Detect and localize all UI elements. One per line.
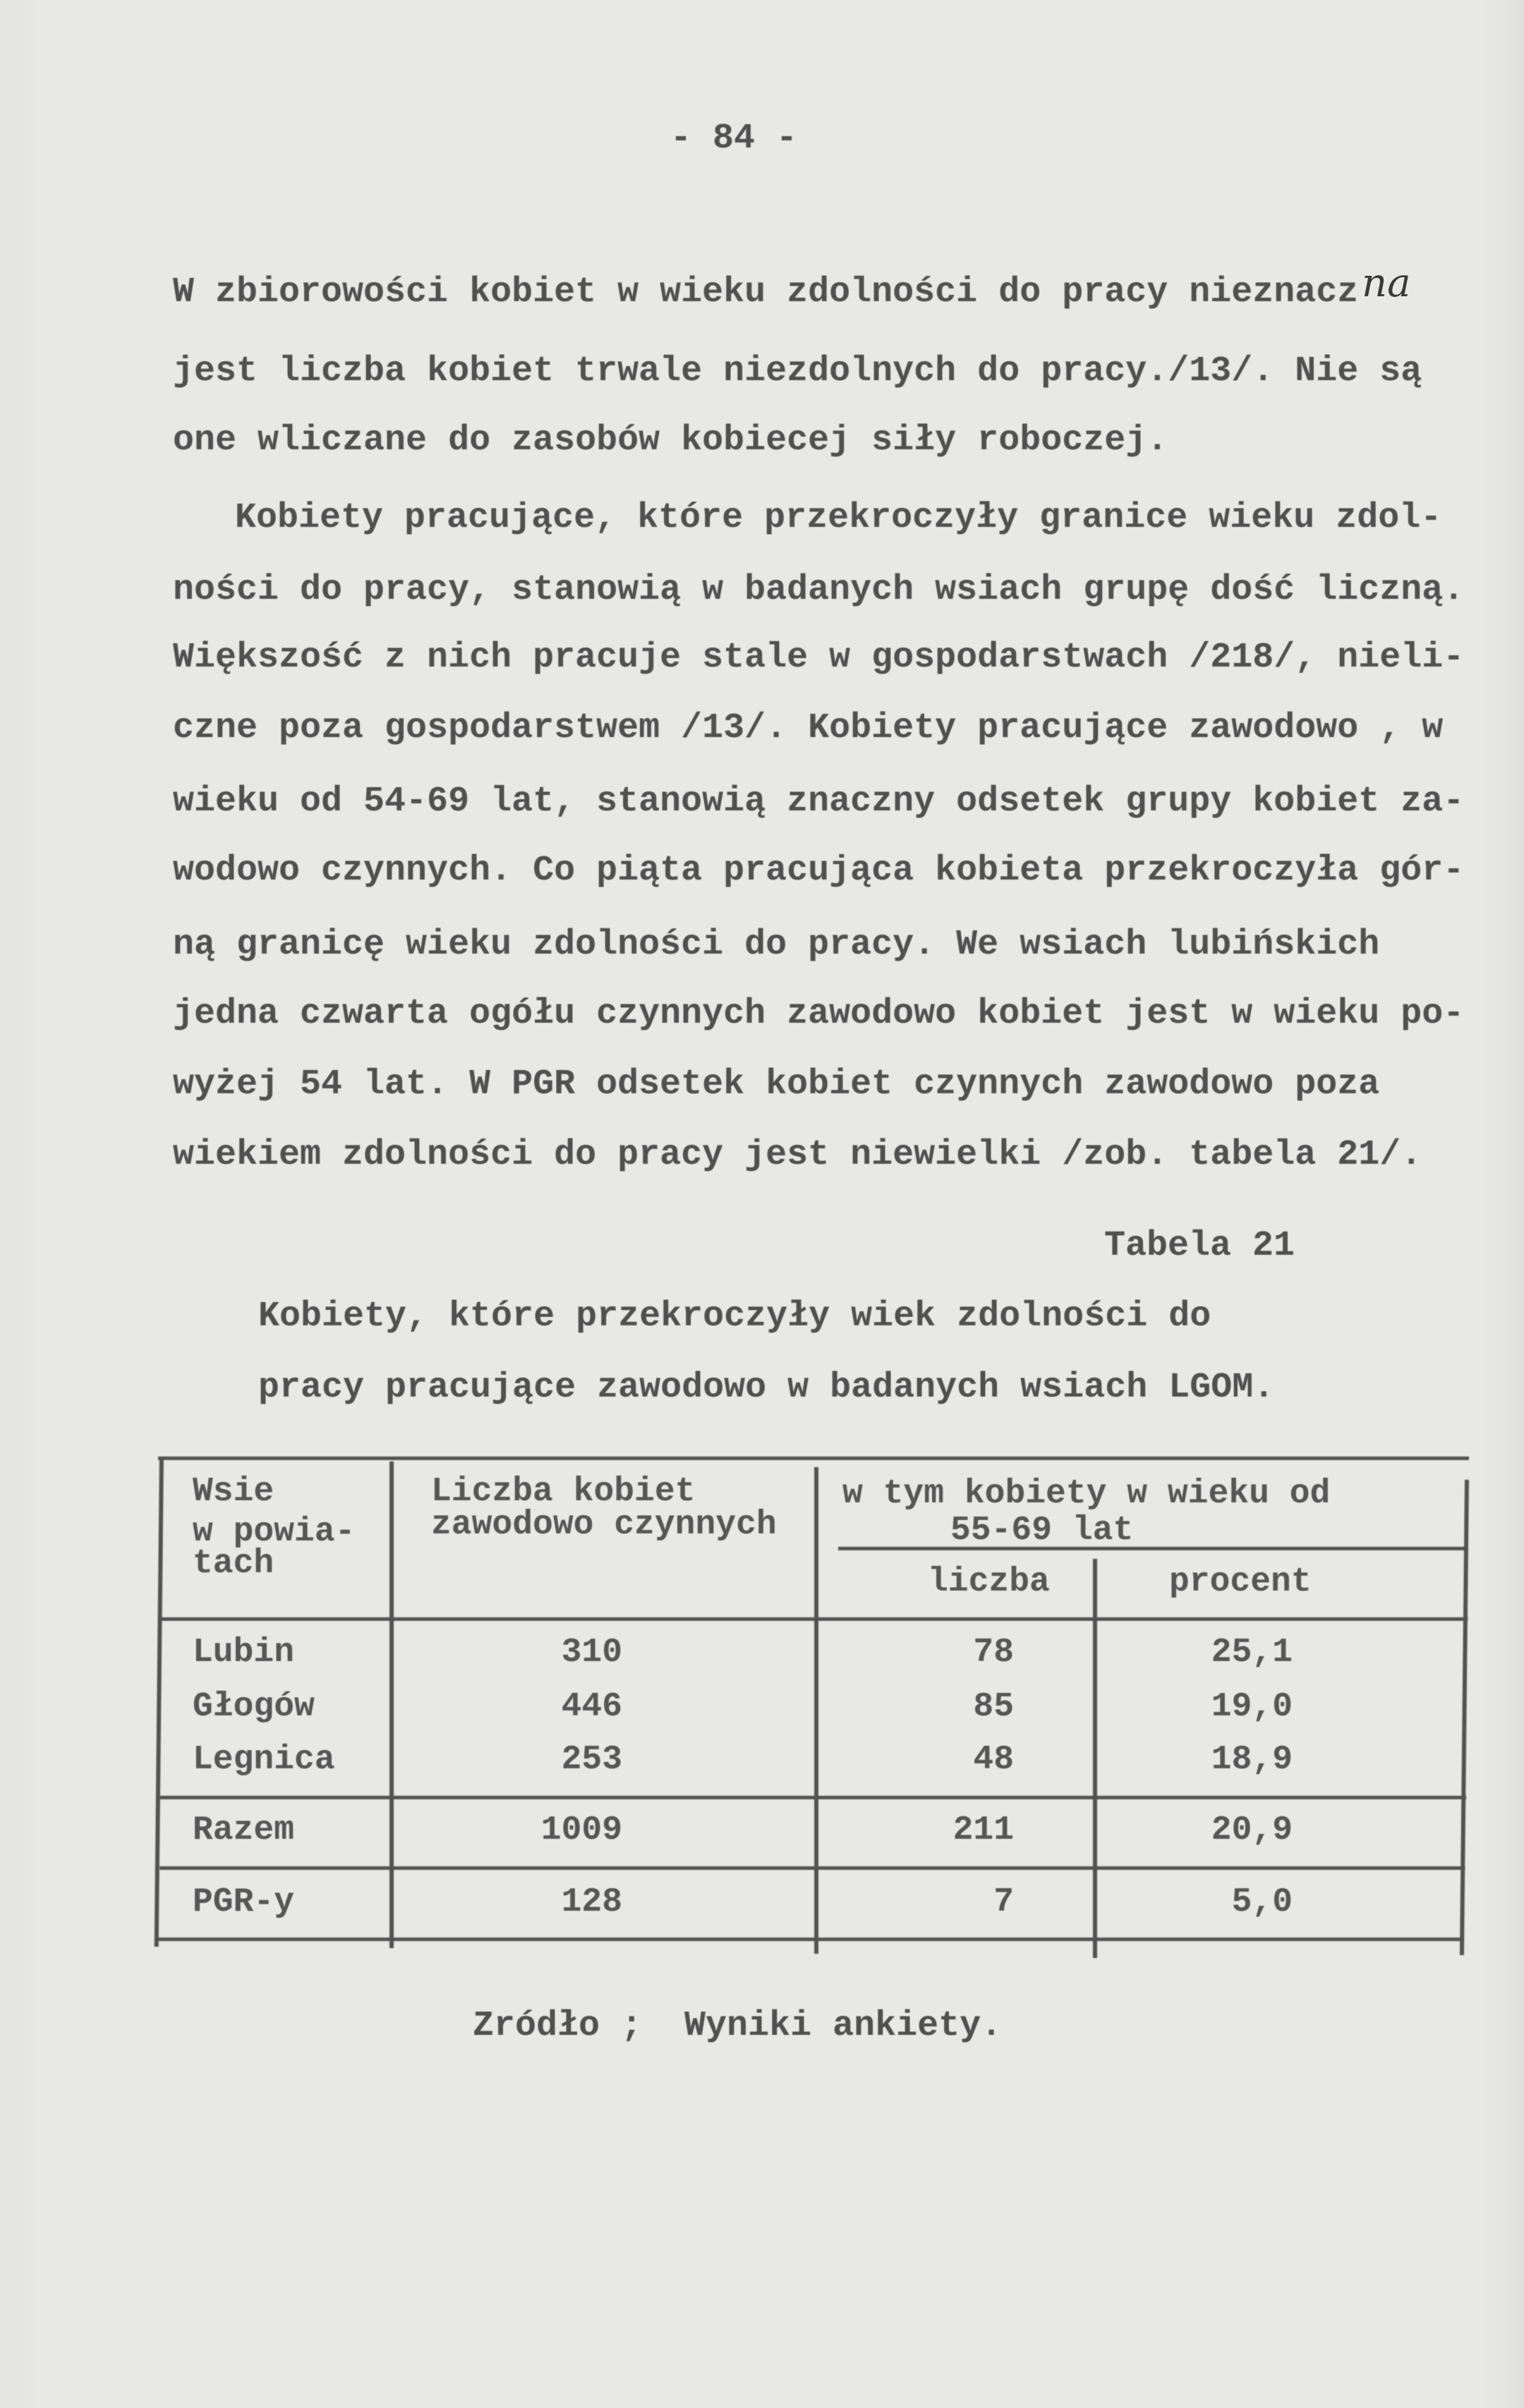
- row-name: Legnica: [193, 1741, 335, 1779]
- row-rule: [159, 1866, 1465, 1870]
- body-line: jedna czwarta ogółu czynnych zawodowo kobiet jest w wieku po-: [173, 994, 1465, 1034]
- body-line: Większość z nich pracuje stale w gospodarstwach /218/, nieli-: [173, 638, 1465, 678]
- header-villages: Wsie: [193, 1473, 274, 1511]
- header-count: liczba: [928, 1563, 1050, 1601]
- body-line: ną granicę wieku zdolności do pracy. We wsiach lubińskich: [173, 925, 1380, 965]
- table-bottom-rule: [157, 1938, 1463, 1941]
- page-number: - 84 -: [670, 118, 798, 159]
- cell-count: 78: [973, 1634, 1014, 1672]
- body-line: wieku od 54-69 lat, stanowią znaczny odsetek grupy kobiet za-: [173, 782, 1465, 822]
- header-villages: tach: [193, 1545, 274, 1583]
- cell-count: 211: [953, 1811, 1014, 1849]
- cell-percent: 19,0: [1211, 1688, 1293, 1726]
- cell-count: 85: [973, 1688, 1014, 1726]
- body-line: ności do pracy, stanowią w badanych wsiach grupę dość liczną.: [173, 570, 1465, 610]
- cell-total: 310: [561, 1634, 622, 1672]
- row-name: Głogów: [193, 1688, 315, 1726]
- column-divider: [389, 1461, 394, 1948]
- body-line: czne poza gospodarstwem /13/. Kobiety pracujące zawodowo , w: [173, 708, 1444, 748]
- header-age-group: 55-69 lat: [950, 1512, 1134, 1550]
- row-rule: [159, 1796, 1466, 1799]
- cell-total: 253: [561, 1741, 622, 1779]
- cell-percent: 18,9: [1211, 1741, 1293, 1779]
- header-villages: w powia-: [193, 1513, 356, 1551]
- body-line: one wliczane do zasobów kobiecej siły roboczej.: [173, 420, 1168, 461]
- table-source: Zródło ; Wyniki ankiety.: [473, 2006, 1003, 2046]
- header-total-women: Liczba kobiet: [431, 1473, 696, 1511]
- row-name: Razem: [193, 1811, 295, 1849]
- cell-percent: 25,1: [1211, 1634, 1293, 1672]
- cell-count: 7: [993, 1883, 1014, 1921]
- group-header-rule: [838, 1547, 1468, 1550]
- cell-percent: 20,9: [1211, 1811, 1293, 1849]
- row-name: Lubin: [193, 1634, 295, 1672]
- header-percent: procent: [1169, 1563, 1312, 1601]
- body-line: wyżej 54 lat. W PGR odsetek kobiet czynnych zawodowo poza: [173, 1064, 1380, 1105]
- table-caption: Kobiety, które przekroczyły wiek zdolności do: [258, 1296, 1211, 1337]
- cell-total: 446: [561, 1688, 622, 1726]
- body-line: jest liczba kobiet trwale niezdolnych do pracy./13/. Nie są: [173, 351, 1422, 391]
- cell-total: 128: [561, 1883, 622, 1921]
- table-caption: pracy pracujące zawodowo w badanych wsiach LGOM.: [258, 1368, 1275, 1408]
- table-top-rule: [158, 1457, 1469, 1460]
- body-line: wodowo czynnych. Co piąta pracująca kobieta przekroczyła gór-: [173, 851, 1465, 891]
- cell-count: 48: [973, 1741, 1014, 1779]
- body-line: Kobiety pracujące, które przekroczyły granice wieku zdol-: [235, 498, 1442, 538]
- handwritten-correction: na: [1362, 260, 1411, 306]
- body-line: wiekiem zdolności do pracy jest niewielki /zob. tabela 21/.: [173, 1135, 1422, 1175]
- header-total-women: zawodowo czynnych: [431, 1506, 777, 1544]
- cell-percent: 5,0: [1231, 1883, 1293, 1921]
- table-label: Tabela 21: [1104, 1226, 1295, 1266]
- row-name: PGR-y: [193, 1883, 295, 1921]
- header-age-group: w tym kobiety w wieku od: [842, 1475, 1331, 1513]
- cell-total: 1009: [540, 1811, 622, 1849]
- body-line: W zbiorowości kobiet w wieku zdolności do pracy nieznacz: [173, 272, 1359, 312]
- header-bottom-rule: [159, 1617, 1468, 1621]
